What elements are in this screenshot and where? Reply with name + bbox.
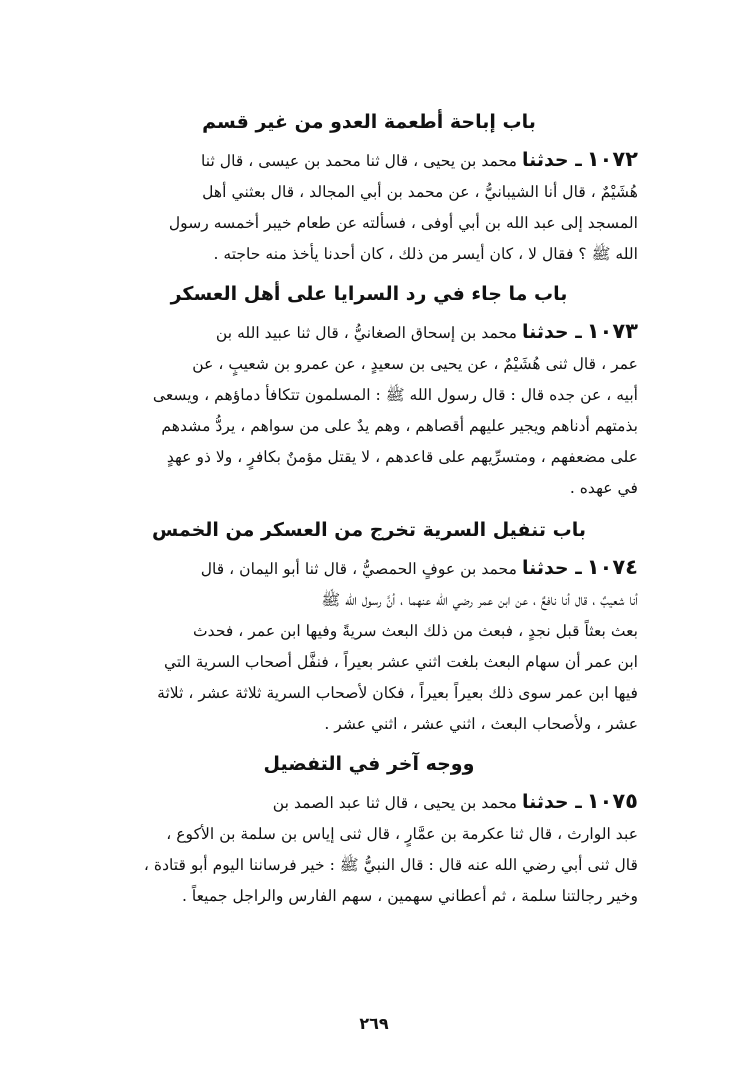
text-line <box>100 552 638 585</box>
hadith-number: ١٠٧٢ <box>586 147 638 171</box>
text-line: في عهده . <box>569 479 638 497</box>
line-text: محمد بن إسحاق الصغانيُّ ، قال ثنا عبيد الله بن <box>215 324 517 342</box>
text-line: عبد الوارث ، قال ثنا عكرمة بن عمَّارٍ ، قال ثنى إياس بن سلمة بن الأكوع ، <box>166 825 638 843</box>
text-line: بذمتهم أدناهم ويجير عليهم أقصاهم ، وهم يدٌ على من سواهم ، يردُّ مشدهم <box>161 417 638 435</box>
text-line: عمر ، قال ثنى هُشَيْمٌ ، عن يحيى بن سعيدٍ ، عن عمرو بن شعيبٍ ، عن <box>192 355 638 373</box>
line-text: محمد بن عوفٍ الحمصيُّ ، قال ثنا أبو اليمان ، قال <box>200 560 517 578</box>
text-line <box>100 144 638 177</box>
chapter-section <box>100 108 638 270</box>
text-line <box>100 786 638 819</box>
text-line: أنا شعيبٌ ، قال أنا نافعٌ ، عن ابن عمر رضي الله عنهما ، أنَّ رسول الله ﷺ <box>321 591 638 609</box>
hadith-number: ١٠٧٤ <box>586 555 638 579</box>
chapter-heading: باب ما جاء في رد السرايا على أهل العسكر <box>170 283 568 305</box>
chapter-section <box>100 516 638 740</box>
chapter-heading: ووجه آخر في التفضيل <box>263 753 475 775</box>
text-line: المسجد إلى عبد الله بن أبي أوفى ، فسألته عن طعام خيبر أخمسه رسول <box>168 214 638 232</box>
hadith-text <box>100 552 638 740</box>
hadith-text <box>100 144 638 270</box>
section-gap <box>100 740 638 750</box>
text-line: قال ثنى أبي رضي الله عنه قال : قال النبيُّ ﷺ : خير فرساننا اليوم أبو قتادة ، <box>143 856 638 874</box>
text-line: الله ﷺ ؟ فقال لا ، كان أيسر من ذلك ، كان أحدنا يأخذ منه حاجته . <box>213 245 638 263</box>
chapter-heading: باب تنفيل السرية تخرج من العسكر من الخمس <box>152 519 586 541</box>
text-line: أبيه ، عن جده قال : قال رسول الله ﷺ : المسلمون تتكافأ دماؤهم ، ويسعى <box>152 386 638 404</box>
section-gap <box>100 270 638 280</box>
text-line: وخير رجالتنا سلمة ، ثم أعطاني سهمين ، سهم الفارس والراجل جميعاً . <box>181 887 638 905</box>
text-line: فيها ابن عمر سوى ذلك بعيراً بعيراً ، فكان لأصحاب السرية ثلاثة عشر ، ثلاثة <box>157 684 638 702</box>
chapter-section <box>100 280 638 504</box>
section-gap <box>100 504 638 516</box>
hadith-number: ١٠٧٥ <box>586 789 638 813</box>
text-line: هُشَيْمٌ ، قال أنا الشيبانيُّ ، عن محمد بن أبي المجالد ، قال بعثني أهل <box>202 183 638 201</box>
hadith-number: ١٠٧٣ <box>586 319 638 343</box>
page-body <box>100 108 638 912</box>
page-number: ٢٦٩ <box>359 1014 389 1033</box>
text-line <box>100 316 638 349</box>
hadith-text <box>100 316 638 504</box>
hadathana-word: ـ حدثنا <box>521 791 582 813</box>
hadathana-word: ـ حدثنا <box>521 321 582 343</box>
text-line: عشر ، ولأصحاب البعث ، اثني عشر ، اثني عشر . <box>324 715 638 733</box>
hadathana-word: ـ حدثنا <box>521 557 582 579</box>
text-line: ابن عمر أن سهام البعث بلغت اثني عشر بعيراً ، فنفَّل أصحاب السرية التي <box>163 653 638 671</box>
hadathana-word: ـ حدثنا <box>521 149 582 171</box>
chapter-section <box>100 750 638 912</box>
line-text: محمد بن يحيى ، قال ثنا عبد الصمد بن <box>272 794 517 812</box>
line-text: محمد بن يحيى ، قال ثنا محمد بن عيسى ، قال ثنا <box>201 152 517 170</box>
chapter-heading: باب إباحة أطعمة العدو من غير قسم <box>202 111 536 133</box>
text-line: بعث بعثاً قبل نجدٍ ، فبعث من ذلك البعث سريةً وفيها ابن عمر ، فحدث <box>192 622 638 640</box>
hadith-text <box>100 786 638 912</box>
text-line: على مضعفهم ، ومتسرِّيهم على قاعدهم ، لا يقتل مؤمنٌ بكافرٍ ، ولا ذو عهدٍ <box>166 448 638 466</box>
